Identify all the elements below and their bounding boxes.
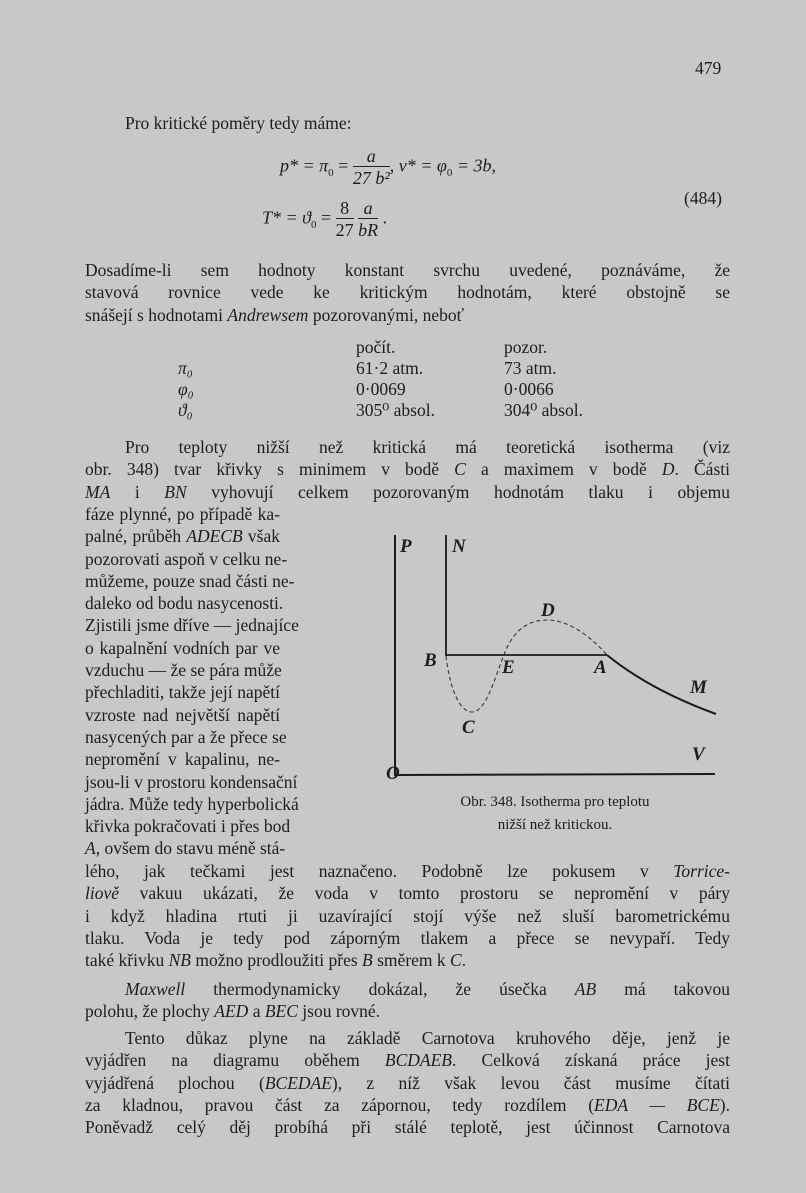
- label-a: A: [594, 657, 607, 678]
- italic-segment: BN: [164, 481, 187, 502]
- italic-segment: EDA — BCE: [594, 1094, 720, 1115]
- row-computed: 0·0069: [356, 379, 406, 399]
- row-observed: 0·0066: [504, 379, 554, 399]
- text-segment: o kapalnění vodních par ve: [85, 637, 280, 658]
- text-segment: vyhovují celkem pozorovaným hodnotám tlaku i objemu: [186, 481, 730, 502]
- text-segment: Pro teploty nižší než kritická má teoretická isotherma (viz: [125, 437, 730, 457]
- row-symbol: π₀: [178, 358, 193, 378]
- text-segment: můžeme, pouze snad části ne-: [85, 570, 295, 591]
- text-segment: obr. 348) tvar křivky s minimem v bodě: [85, 459, 455, 480]
- subscript: 0: [328, 167, 334, 180]
- caption-line-1: Obr. 348. Isotherma pro teplotu: [460, 794, 650, 810]
- label-p: P: [400, 536, 412, 557]
- page-number: 479: [695, 58, 722, 78]
- equals: =: [321, 207, 332, 228]
- text-segment: jsou-li v prostoru kondensační: [85, 771, 298, 792]
- italic-segment: BEC: [264, 1001, 298, 1022]
- row-observed: 304⁰ absol.: [504, 400, 583, 420]
- numerator: a: [353, 146, 390, 167]
- text-segment: vzroste nad největší napětí: [85, 704, 280, 725]
- text-segment: nasycených par a že přece se: [85, 726, 287, 747]
- text-segment: , ovšem do stavu méně stá-: [95, 838, 286, 859]
- text-segment: . Celková získaná práce jest: [451, 1050, 730, 1071]
- text-segment: jádra. Může tedy hyperbolická: [85, 793, 299, 814]
- equals: =: [338, 155, 349, 176]
- text-segment: stavová rovnice vede ke kritickým hodnotám, které obstojně se: [85, 282, 730, 303]
- label-e: E: [502, 657, 515, 678]
- period: .: [382, 207, 388, 228]
- text-segment: fáze plynné, po případě ka-: [85, 504, 280, 524]
- table-header-observed: pozor.: [504, 337, 548, 357]
- label-o: O: [386, 763, 400, 784]
- row-observed: 73 atm.: [504, 358, 557, 378]
- eq-t-star: T* = ϑ: [262, 207, 311, 228]
- figure-caption: [395, 791, 715, 837]
- label-n: N: [452, 536, 466, 557]
- text-segment: přechladiti, takže její napětí: [85, 682, 280, 703]
- text-segment: Zjistili jsme dříve — jednajíce: [85, 615, 299, 636]
- italic-segment: A: [85, 838, 96, 859]
- text-segment: a: [248, 1001, 265, 1022]
- text-segment: možno prodloužiti přes: [190, 950, 363, 971]
- denominator: 27: [335, 220, 354, 240]
- italic-segment: BCDAEB: [384, 1050, 452, 1071]
- text-segment: i když hladina rtuti ji uzavírající stojí výše než sluší barometrickému: [85, 905, 730, 926]
- text-segment: vzduchu — že se pára může: [85, 660, 282, 681]
- subscript: 0: [446, 167, 453, 180]
- numerator: a: [358, 198, 378, 219]
- label-v: V: [692, 744, 705, 765]
- italic-segment: BCEDAE: [264, 1072, 332, 1093]
- text-segment: Dosadíme-li sem hodnoty konstant svrchu uvedené, poznáváme, že: [85, 260, 730, 280]
- label-m: M: [690, 677, 707, 698]
- italic-segment: C: [450, 950, 462, 971]
- theoretical-curve-dashed: [446, 620, 607, 712]
- label-b: B: [424, 650, 437, 671]
- v-axis: [395, 774, 715, 775]
- italic-segment: C: [454, 459, 466, 480]
- text-segment: nepromění v kapalinu, ne-: [85, 749, 280, 770]
- italic-segment: D: [661, 459, 675, 480]
- denominator: 27 b²: [352, 168, 390, 188]
- text-segment: lého, jak tečkami jest naznačeno. Podobně lze pokusem v: [85, 861, 674, 881]
- italic-segment: Andrewsem: [227, 304, 309, 325]
- row-computed: 61·2 atm.: [356, 358, 424, 378]
- italic-segment: liově: [85, 883, 120, 904]
- eq-v-star: v* = φ: [398, 155, 447, 176]
- comma: ,: [389, 155, 395, 176]
- text-segment: ).: [719, 1094, 730, 1115]
- text-segment: Tento důkaz plyne na základě Carnotova kruhového děje, jenž je: [125, 1028, 730, 1048]
- eq-p-star: p* = π: [280, 155, 329, 176]
- text-segment: palné, průběh: [85, 526, 187, 547]
- text-segment: snášejí s hodnotami: [85, 304, 228, 325]
- label-d: D: [541, 600, 555, 621]
- subscript: 0: [311, 219, 317, 232]
- text-segment: .: [461, 950, 467, 971]
- text-segment: vakuu ukázati, že voda v tomto prostoru se nepromění v páry: [119, 883, 730, 904]
- text-segment: jsou rovné.: [297, 1001, 381, 1022]
- caption-line-2: nižší než kritickou.: [497, 817, 613, 833]
- equation-number: (484): [684, 188, 722, 208]
- row-symbol: ϑ₀: [178, 400, 193, 420]
- text-segment: vyjádřen na diagramu oběhem: [85, 1050, 385, 1071]
- text-segment: ), z níž však levou část musíme čítati: [331, 1072, 730, 1093]
- italic-segment: Torrice-: [673, 861, 730, 881]
- eq-v-rest: = 3b,: [456, 155, 496, 176]
- text-segment: také křivku: [85, 950, 169, 971]
- text-segment: a maximem v bodě: [465, 459, 662, 480]
- text-segment: daleko od bodu nasycenosti.: [85, 593, 284, 614]
- text-segment: křivka pokračovati i přes bod: [85, 816, 291, 837]
- italic-segment: AB: [574, 979, 597, 999]
- text-segment: má takovou: [596, 979, 731, 999]
- italic-segment: AED: [214, 1001, 249, 1022]
- denominator: bR: [358, 220, 379, 240]
- text-segment: vyjádřená plochou (: [85, 1072, 265, 1093]
- intro-text: Pro kritické poměry tedy máme:: [125, 113, 352, 133]
- text-segment: však: [242, 526, 280, 547]
- text-segment: polohu, že plochy: [85, 1001, 215, 1022]
- italic-segment: MA: [85, 481, 111, 502]
- text-segment: pozorovanými, neboť: [308, 304, 465, 325]
- text-segment: Poněvadž celý děj probíhá při stálé teplotě, jest účinnost Carnotova: [85, 1117, 730, 1138]
- table-header-computed: počít.: [356, 337, 396, 357]
- italic-segment: B: [362, 950, 373, 971]
- text-segment: . Části: [674, 459, 730, 480]
- label-c: C: [462, 717, 475, 738]
- row-symbol: φ₀: [178, 379, 194, 399]
- row-computed: 305⁰ absol.: [356, 400, 435, 420]
- italic-segment: NB: [168, 950, 191, 971]
- text-segment: za kladnou, pravou část za zápornou, tedy rozdílem (: [85, 1094, 595, 1115]
- text-segment: thermodynamicky dokázal, že úsečka: [185, 979, 575, 999]
- text-segment: i: [110, 481, 165, 502]
- italic-segment: ADECB: [186, 526, 243, 547]
- text-segment: směrem k: [372, 950, 451, 971]
- text-segment: tlaku. Voda je tedy pod záporným tlakem a přece se nevypaří. Tedy: [85, 927, 730, 948]
- numerator: 8: [336, 198, 354, 219]
- text-segment: pozorovati aspoň v celku ne-: [85, 548, 288, 569]
- italic-segment: Maxwell: [125, 979, 186, 999]
